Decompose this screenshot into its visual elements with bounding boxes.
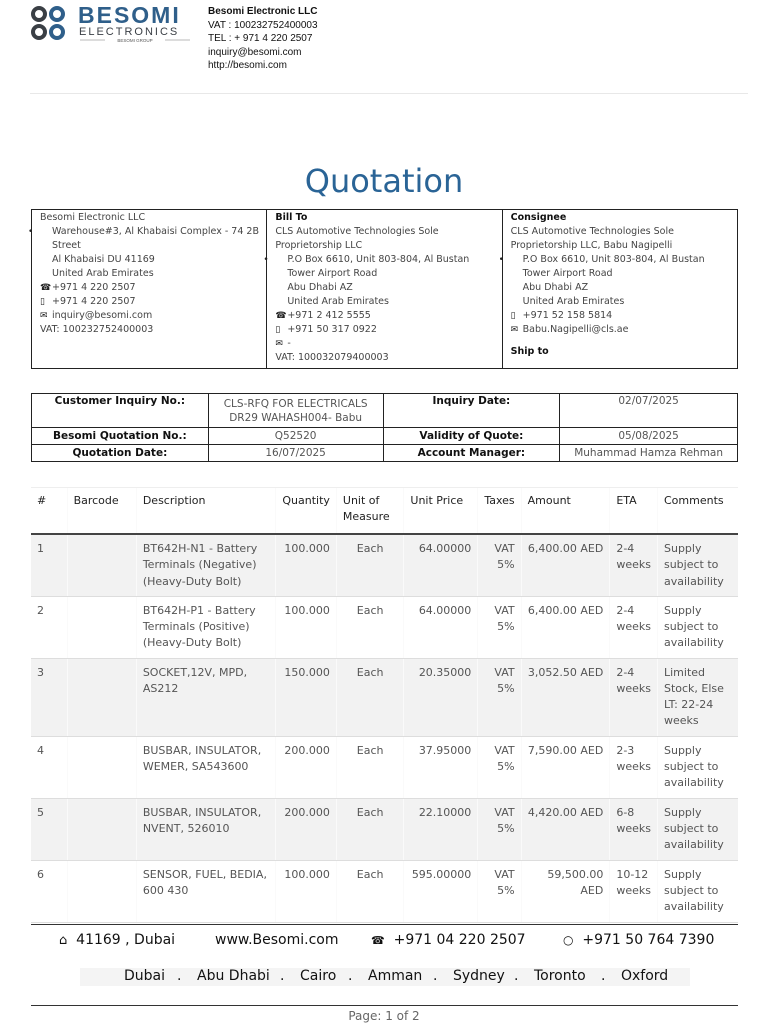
line-barcode [67,736,136,798]
city-item: Amman [368,968,423,984]
line-number: 4 [31,736,67,798]
line-eta: 2-4 weeks [610,658,658,736]
bill-to-country: United Arab Emirates [287,296,389,307]
quotation-no-value: Q52520 [208,428,383,445]
line-eta: 10-12 weeks [610,860,658,922]
line-amount: 6,400.00 AED [521,596,610,658]
line-description: BT642H-N1 - Battery Terminals (Negative) (Heavy-Duty Bolt) [136,534,276,596]
line-eta: 2-4 weeks [610,534,658,596]
table-row [31,860,738,922]
consignee-mobile: ▯ +971 52 158 5814 [510,310,613,321]
col-header-number: # [31,488,67,535]
envelope-icon: ✉ [275,339,283,349]
col-header-quantity: Quantity [276,488,337,535]
city-item: Toronto [534,968,586,984]
map-marker-icon: • [263,255,269,265]
account-manager-label: Account Manager: [383,445,560,462]
col-header-comments: Comments [657,488,738,535]
consignee-name: CLS Automotive Technologies Sole Proprietorship LLC, Babu Nagipelli [510,226,674,251]
line-barcode [67,860,136,922]
line-amount: 3,052.50 AED [521,658,610,736]
ship-to-label: Ship to [510,346,549,357]
company-email[interactable]: inquiry@besomi.com [208,46,302,58]
consignee-label: Consignee [510,212,567,223]
line-description: BUSBAR, INSULATOR, NVENT, 526010 [136,798,276,860]
line-number: 6 [31,860,67,922]
validity-value: 05/08/2025 [560,428,738,445]
consignee-street: • P.O Box 6610, Unit 803-804, Al Bustan Tower Airport Road [498,254,705,279]
line-eta: 2-3 weeks [610,736,658,798]
company-name: Besomi Electronic LLC [208,6,318,17]
sender-mobile: ▯ +971 4 220 2507 [40,296,136,307]
company-logo [30,2,200,46]
mobile-icon: ▯ [510,311,516,321]
line-uom: Each [336,596,404,658]
line-comment: Supply subject to availability [657,596,738,658]
inquiry-date-value: 02/07/2025 [560,394,738,428]
line-uom: Each [336,658,404,736]
col-header-barcode: Barcode [67,488,136,535]
sender-name: Besomi Electronic LLC [40,212,146,223]
mobile-icon: ▯ [275,325,281,335]
consignee-city: Abu Dhabi AZ [522,282,589,293]
whatsapp-icon: ○ [563,933,574,947]
logo-brand: BESOMI [78,2,181,28]
bill-to-vat: VAT: 100032079400003 [275,352,389,363]
line-barcode [67,658,136,736]
line-description: SOCKET,12V, MPD, AS212 [136,658,276,736]
line-uom: Each [336,534,404,596]
sender-country: United Arab Emirates [52,268,154,279]
city-item: Sydney [453,968,505,984]
bill-to-mobile: ▯ +971 50 317 0922 [275,324,377,335]
table-row [31,736,738,798]
line-description: SENSOR, FUEL, BEDIA, 600 430 [136,860,276,922]
sender-address [28,210,266,368]
table-row [31,658,738,736]
sender-phone: ☎+971 4 220 2507 [40,282,136,293]
table-header-row [31,488,738,535]
line-tax: VAT 5% [478,798,521,860]
col-header-taxes: Taxes [478,488,521,535]
consignee-country: United Arab Emirates [522,296,625,307]
bill-to-street: • P.O Box 6610, Unit 803-804, Al Bustan Tower Airport Road [263,254,470,279]
col-header-amount: Amount [521,488,610,535]
line-unit-price: 20.35000 [404,658,478,736]
city-item: Cairo [300,968,337,984]
line-tax: VAT 5% [478,534,521,596]
quotation-lines-table [31,487,738,923]
bill-to-label: Bill To [275,212,308,223]
sender-city: Al Khabaisi DU 41169 [52,254,155,265]
line-quantity: 150.000 [276,658,337,736]
header-divider [30,93,748,94]
bill-to-name: CLS Automotive Technologies Sole Proprietorship LLC [275,226,439,251]
line-description: BT642H-P1 - Battery Terminals (Positive) (Heavy-Duty Bolt) [136,596,276,658]
line-comment: Supply subject to availability [657,534,738,596]
envelope-icon: ✉ [510,325,519,335]
line-comment: Limited Stock, Else LT: 22-24 weeks [657,658,738,736]
line-uom: Each [336,736,404,798]
address-box [28,209,738,369]
home-icon: ⌂ [59,933,68,948]
line-uom: Each [336,860,404,922]
line-tax: VAT 5% [478,596,521,658]
line-number: 3 [31,658,67,736]
line-barcode [67,534,136,596]
line-amount: 6,400.00 AED [521,534,610,596]
line-eta: 2-4 weeks [610,596,658,658]
quotation-date-label: Quotation Date: [32,445,209,462]
line-comment: Supply subject to availability [657,736,738,798]
bill-to-city: Abu Dhabi AZ [287,282,353,293]
col-header-eta: ETA [610,488,658,535]
inquiry-date-label: Inquiry Date: [383,394,560,428]
sender-email: ✉ inquiry@besomi.com [40,310,153,321]
company-info [208,5,318,73]
line-barcode [67,596,136,658]
table-row [31,534,738,596]
bill-to-email: ✉ - [275,338,291,349]
quotation-info-table [31,393,738,462]
line-amount: 7,590.00 AED [521,736,610,798]
line-unit-price: 37.95000 [404,736,478,798]
quotation-no-label: Besomi Quotation No.: [32,428,209,445]
logo-sub: ELECTRONICS [79,26,180,38]
line-quantity: 100.000 [276,860,337,922]
bill-to-phone: ☎+971 2 412 5555 [275,310,371,321]
envelope-icon: ✉ [40,311,48,321]
footer-website[interactable]: www.Besomi.com [215,932,339,948]
bill-to-address [263,210,501,368]
consignee-email: ✉ Babu.Nagipelli@cls.ae [510,324,629,335]
line-unit-price: 22.10000 [404,798,478,860]
quotation-date-value: 16/07/2025 [208,445,383,462]
footer-phone: ☎ +971 04 220 2507 [371,932,526,948]
line-tax: VAT 5% [478,860,521,922]
table-row [31,798,738,860]
line-unit-price: 595.00000 [404,860,478,922]
footer-bottom-divider [31,1005,738,1006]
line-number: 1 [31,534,67,596]
col-header-uom: Unit of Measure [336,488,404,535]
line-barcode [67,798,136,860]
mobile-icon: ▯ [40,297,45,307]
line-quantity: 100.000 [276,534,337,596]
document-title: Quotation [304,162,464,200]
sender-street: • Warehouse#3, Al Khabaisi Complex - 74 2B Street [28,226,259,251]
map-marker-icon: • [498,255,504,265]
validity-label: Validity of Quote: [383,428,560,445]
consignee-address [498,210,737,368]
line-quantity: 200.000 [276,798,337,860]
inquiry-no-value: CLS-RFQ FOR ELECTRICALS DR29 WAHASH004- Babu [208,394,383,428]
page-number: Page: 1 of 2 [348,1009,420,1023]
line-quantity: 100.000 [276,596,337,658]
map-marker-icon: • [28,227,34,237]
company-tel: TEL : + 971 4 220 2507 [208,33,313,45]
company-vat: VAT : 100232752400003 [208,19,318,31]
phone-icon: ☎ [371,934,385,947]
city-item: Oxford [621,968,669,984]
city-item: Dubai [124,968,166,984]
sender-vat: VAT: 100232752400003 [40,324,154,335]
footer-top-divider [31,924,738,925]
line-description: BUSBAR, INSULATOR, WEMER, SA543600 [136,736,276,798]
phone-icon: ☎ [40,283,52,293]
line-eta: 6-8 weeks [610,798,658,860]
col-header-description: Description [136,488,276,535]
line-amount: 4,420.00 AED [521,798,610,860]
inquiry-no-label: Customer Inquiry No.: [32,394,209,428]
account-manager-value: Muhammad Hamza Rehman [560,445,738,462]
line-unit-price: 64.00000 [404,596,478,658]
line-number: 2 [31,596,67,658]
table-row [31,596,738,658]
office-cities: Dubai . Abu Dhabi . Cairo . Amman . Sydney . Toronto . Oxford [80,968,690,986]
line-quantity: 200.000 [276,736,337,798]
logo-group: BESOMI GROUP [117,38,153,43]
line-unit-price: 64.00000 [404,534,478,596]
logo-mark-icon [30,2,200,46]
company-website[interactable]: http://besomi.com [208,60,287,72]
line-comment: Supply subject to availability [657,798,738,860]
line-uom: Each [336,798,404,860]
footer-address: ⌂ 41169 , Dubai [59,932,176,948]
phone-icon: ☎ [275,311,287,321]
line-tax: VAT 5% [478,658,521,736]
line-amount: 59,500.00 AED [521,860,610,922]
line-tax: VAT 5% [478,736,521,798]
footer-whatsapp: ○ +971 50 764 7390 [563,932,715,948]
city-item: Abu Dhabi [197,968,270,984]
col-header-unit-price: Unit Price [404,488,478,535]
line-number: 5 [31,798,67,860]
line-comment: Supply subject to availability [657,860,738,922]
